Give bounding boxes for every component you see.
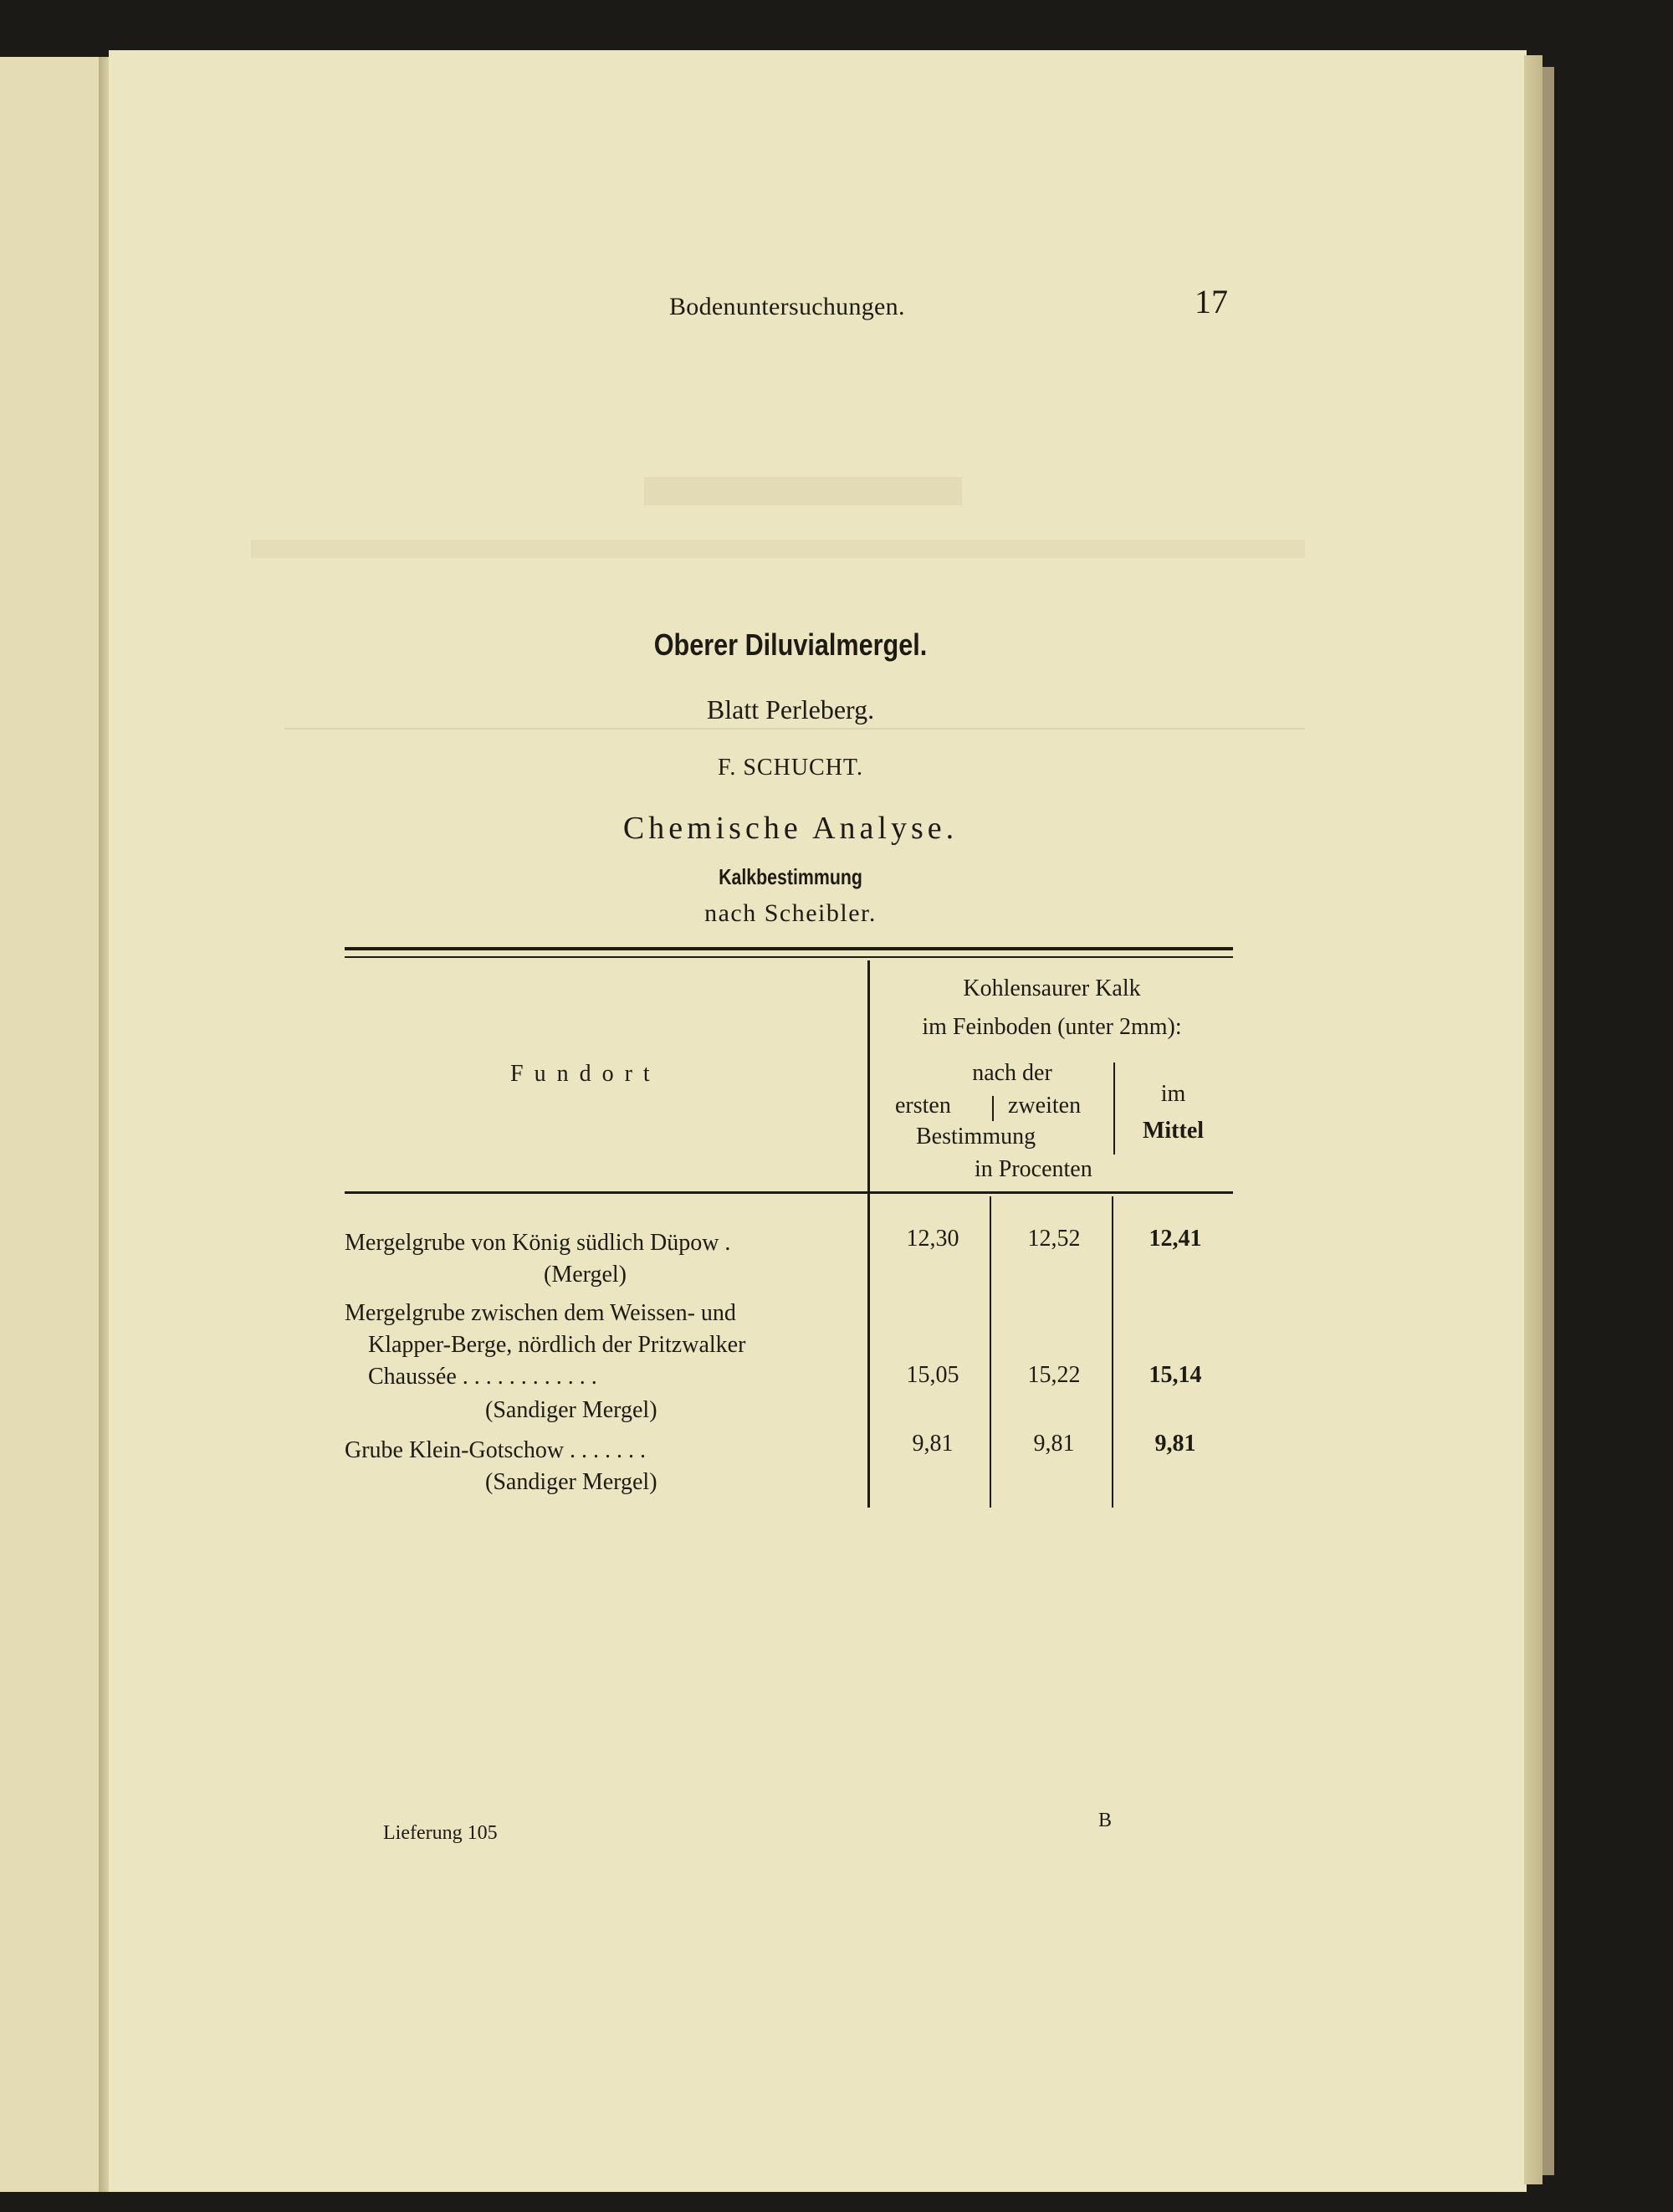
author: F. SCHUCHT.	[718, 755, 863, 781]
show-through-mark	[251, 540, 1305, 558]
page-number: 17	[1195, 283, 1228, 320]
table-cell-first: 12,30	[906, 1226, 959, 1252]
table-subcolumn-rule	[992, 1096, 994, 1121]
table-column-rule	[867, 1194, 870, 1508]
table-cell-second: 9,81	[1033, 1431, 1075, 1457]
table-row-note: (Sandiger Mergel)	[485, 1469, 657, 1495]
table-subcolumn-rule	[1113, 1062, 1115, 1155]
column-header-determination: Bestimmung	[916, 1124, 1036, 1150]
table-cell-mean: 9,81	[1154, 1431, 1196, 1457]
book-cover-edge	[1543, 67, 1554, 2175]
book-gutter	[99, 57, 109, 2192]
section-title: Oberer Diluvialmergel.	[653, 627, 928, 662]
column-header-first: ersten	[895, 1093, 951, 1119]
sheet-name: Blatt Perleberg.	[706, 694, 875, 725]
unit-label: in Procenten	[975, 1156, 1092, 1182]
table-cell-second: 15,22	[1027, 1362, 1081, 1388]
table-cell-first: 15,05	[906, 1362, 959, 1388]
table-row-location: Chaussée . . . . . . . . . . . .	[368, 1364, 597, 1390]
column-header-nach-der: nach der	[972, 1060, 1052, 1086]
table-row-location: Mergelgrube zwischen dem Weissen- und	[345, 1300, 736, 1326]
document-page	[109, 50, 1527, 2192]
page-edge	[1524, 55, 1543, 2184]
column-header-location: Fundort	[510, 1061, 661, 1087]
table-cell-second: 12,52	[1027, 1226, 1081, 1252]
method-heading: Kalkbestimmung	[719, 864, 862, 889]
method-subheading: nach Scheibler.	[704, 899, 877, 927]
table-top-rule	[345, 947, 1233, 950]
running-header-title: Bodenuntersuchungen.	[669, 293, 905, 320]
footer-signature: B	[1098, 1810, 1113, 1831]
table-row-location: Grube Klein-Gotschow . . . . . . .	[345, 1437, 647, 1463]
facing-page-edge	[0, 57, 99, 2192]
column-header-second: zweiten	[1008, 1093, 1082, 1119]
column-group-header: Kohlensaurer Kalk	[963, 975, 1141, 1001]
show-through-mark	[284, 728, 1305, 730]
table-cell-mean: 15,14	[1149, 1362, 1202, 1388]
table-row-note: (Mergel)	[544, 1262, 627, 1288]
table-cell-mean: 12,41	[1149, 1226, 1202, 1252]
table-column-rule	[1112, 1196, 1113, 1508]
table-row-location: Mergelgrube von König südlich Düpow .	[345, 1230, 731, 1256]
table-cell-first: 9,81	[912, 1431, 954, 1457]
table-header-rule	[345, 1191, 1233, 1194]
table-top-rule-thin	[345, 956, 1233, 958]
table-row-note: (Sandiger Mergel)	[485, 1397, 657, 1423]
column-header-im: im	[1160, 1081, 1186, 1107]
analysis-heading: Chemische Analyse.	[622, 811, 959, 846]
footer-delivery: Lieferung 105	[383, 1822, 498, 1844]
table-row-location: Klapper-Berge, nördlich der Pritzwalker	[368, 1332, 746, 1358]
table-column-rule	[990, 1196, 991, 1508]
column-group-subheader: im Feinboden (unter 2mm):	[922, 1014, 1182, 1040]
show-through-mark	[644, 477, 962, 505]
column-header-mean: Mittel	[1142, 1118, 1205, 1144]
